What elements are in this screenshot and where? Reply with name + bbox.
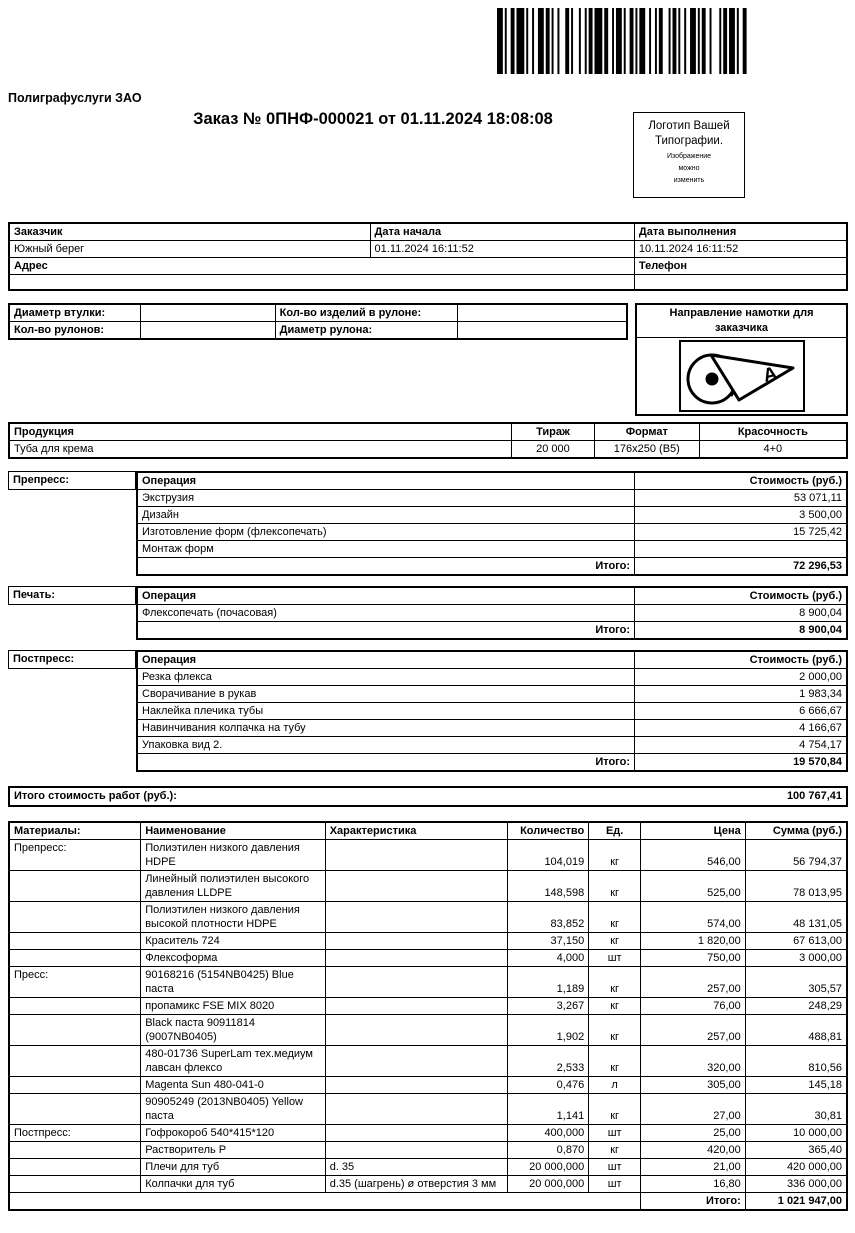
product-column-header: Продукция [9,423,512,441]
winding-direction-image [637,338,846,414]
material-name: Линейный полиэтилен высокого давления LLDPE [141,870,326,901]
material-unit: шт [589,1124,641,1141]
works-total-label: Итого стоимость работ (руб.): [14,789,177,802]
operations-table [136,586,848,640]
material-unit: шт [589,1158,641,1175]
colors-column-header: Красочность [699,423,847,441]
due-date-label: Дата выполнения [634,223,847,241]
material-unit: кг [589,1141,641,1158]
material-row [9,997,847,1014]
logo-text-line2: Типографии. [654,135,724,147]
address-label: Адрес [9,258,634,275]
material-unit: кг [589,901,641,932]
material-row [9,870,847,901]
order-title: Заказ № 0ПНФ-000021 от 01.11.2024 18:08:08 [193,110,553,128]
material-spec [325,839,508,870]
section-total-row [137,557,847,575]
material-unit: кг [589,997,641,1014]
operations-header-row [137,651,847,669]
material-price: 305,00 [641,1076,746,1093]
section-label: Препресс: [8,471,136,490]
logo-note-line2: можно [678,165,700,172]
product-header-row [9,423,847,441]
operations-table [136,471,848,576]
operations-section [8,650,848,772]
material-unit: кг [589,966,641,997]
material-price: 525,00 [641,870,746,901]
material-unit: кг [589,839,641,870]
spec-column-header: Характеристика [325,822,508,840]
operation-name: Навинчивания колпачка на тубу [137,719,635,736]
material-name: 90168216 (5154NB0425) Blue паста [141,966,326,997]
material-qty: 400,000 [508,1124,589,1141]
operations-section [8,471,848,576]
material-name: Колпачки для туб [141,1175,326,1192]
material-row [9,932,847,949]
material-spec [325,1124,508,1141]
material-group [9,901,141,932]
section-total-value: 8 900,04 [635,621,848,639]
operation-cost: 4 166,67 [635,719,848,736]
logo-note-line3: изменить [673,177,705,184]
material-price: 546,00 [641,839,746,870]
material-spec [325,966,508,997]
section-total-value: 19 570,84 [635,753,848,771]
section-label: Постпресс: [8,650,136,669]
material-row [9,839,847,870]
section-label: Печать: [8,586,136,605]
cost-column-header: Стоимость (руб.) [635,587,848,605]
material-sum: 30,81 [745,1093,847,1124]
material-unit: кг [589,1093,641,1124]
section-total-label: Итого: [137,557,635,575]
material-name: Растворитель Р [141,1141,326,1158]
material-sum: 365,40 [745,1141,847,1158]
logo-placeholder [633,112,745,198]
material-qty: 83,852 [508,901,589,932]
material-price: 1 820,00 [641,932,746,949]
roll-diameter-label: Диаметр рулона: [275,321,457,339]
materials-total-spacer [9,1192,641,1210]
material-unit: кг [589,932,641,949]
material-group: Препресс: [9,839,141,870]
operation-name: Экструзия [137,489,635,506]
qty-column-header: Количество [508,822,589,840]
winding-direction-box [635,303,848,416]
materials-column-header: Материалы: [9,822,141,840]
material-name: 480-01736 SuperLam тех.медиум лавсан флексо [141,1045,326,1076]
operation-cost: 1 983,34 [635,685,848,702]
material-group [9,1045,141,1076]
material-sum: 56 794,37 [745,839,847,870]
operation-row [137,604,847,621]
material-price: 257,00 [641,966,746,997]
material-spec [325,932,508,949]
material-spec: d.35 (шагрень) ø отверстия 3 мм [325,1175,508,1192]
material-name: Полиэтилен низкого давления HDPE [141,839,326,870]
materials-header-row [9,822,847,840]
material-price: 21,00 [641,1158,746,1175]
operation-sections [8,471,848,772]
material-qty: 37,150 [508,932,589,949]
material-sum: 810,56 [745,1045,847,1076]
material-sum: 78 013,95 [745,870,847,901]
material-qty: 0,476 [508,1076,589,1093]
material-price: 420,00 [641,1141,746,1158]
material-row [9,1158,847,1175]
operation-name: Сворачивание в рукав [137,685,635,702]
material-sum: 336 000,00 [745,1175,847,1192]
operation-name: Резка флекса [137,668,635,685]
material-spec [325,997,508,1014]
material-price: 750,00 [641,949,746,966]
section-total-row [137,753,847,771]
section-total-value: 72 296,53 [635,557,847,575]
operation-cost [635,540,847,557]
rolls-count-value [141,321,275,339]
material-row [9,949,847,966]
material-unit: л [589,1076,641,1093]
cost-column-header: Стоимость (руб.) [635,472,847,490]
material-unit: шт [589,1175,641,1192]
operation-row [137,523,847,540]
material-name: Black паста 90911814 (9007NB0405) [141,1014,326,1045]
material-spec [325,1045,508,1076]
unit-column-header: Ед. [589,822,641,840]
material-qty: 1,141 [508,1093,589,1124]
material-group [9,1093,141,1124]
material-qty: 20 000,000 [508,1175,589,1192]
customer-value-row [9,241,847,258]
material-row [9,1076,847,1093]
material-spec [325,1093,508,1124]
operation-cost: 15 725,42 [635,523,847,540]
material-sum: 67 613,00 [745,932,847,949]
product-quantity: 20 000 [512,440,595,458]
material-spec [325,901,508,932]
material-name: Полиэтилен низкого давления высокой плотности HDPE [141,901,326,932]
material-name: Гофрокороб 540*415*120 [141,1124,326,1141]
phone-value [634,275,847,290]
operation-row [137,736,847,753]
operation-name: Монтаж форм [137,540,635,557]
operation-cost: 8 900,04 [635,604,848,621]
material-group [9,1158,141,1175]
material-unit: кг [589,1014,641,1045]
material-row [9,1175,847,1192]
materials-total-row [9,1192,847,1210]
roll-diameter-value [458,321,627,339]
operations-section [8,586,848,640]
items-per-roll-value [458,304,627,322]
material-price: 76,00 [641,997,746,1014]
logo-text-line1: Логотип Вашей [648,120,730,132]
material-price: 574,00 [641,901,746,932]
winding-direction-title: Направление намотки для заказчика [637,305,846,338]
material-sum: 48 131,05 [745,901,847,932]
material-unit: шт [589,949,641,966]
operation-cost: 3 500,00 [635,506,847,523]
product-colors: 4+0 [699,440,847,458]
operation-column-header: Операция [137,587,635,605]
material-qty: 148,598 [508,870,589,901]
logo-note-line1: Изображение [666,153,712,160]
works-total-bar [8,786,848,807]
operation-row [137,685,847,702]
roll-winding-icon [679,340,805,412]
material-sum: 10 000,00 [745,1124,847,1141]
address-value-row [9,275,847,290]
customer-table [8,222,848,291]
material-name: Magenta Sun 480-041-0 [141,1076,326,1093]
material-group [9,1076,141,1093]
material-row [9,901,847,932]
material-name: Краситель 724 [141,932,326,949]
material-spec [325,1141,508,1158]
material-sum: 305,57 [745,966,847,997]
section-total-label: Итого: [137,621,635,639]
operation-name: Упаковка вид 2. [137,736,635,753]
material-qty: 2,533 [508,1045,589,1076]
format-column-header: Формат [594,423,699,441]
material-price: 16,80 [641,1175,746,1192]
roll-parameters-area [8,303,848,416]
operation-row [137,702,847,719]
operation-column-header: Операция [137,472,635,490]
items-per-roll-label: Кол-во изделий в рулоне: [275,304,457,322]
materials-total-label: Итого: [641,1192,746,1210]
roll-param-row [9,321,627,339]
operation-name: Изготовление форм (флексопечать) [137,523,635,540]
material-name: пропамикс FSE MIX 8020 [141,997,326,1014]
customer-label: Заказчик [9,223,370,241]
material-row [9,1141,847,1158]
roll-parameters-table [8,303,628,340]
operation-cost: 4 754,17 [635,736,848,753]
materials-total-value: 1 021 947,00 [745,1192,847,1210]
material-group [9,1014,141,1045]
address-header-row [9,258,847,275]
operation-cost: 2 000,00 [635,668,848,685]
material-group: Пресс: [9,966,141,997]
svg-text:A: A [760,362,780,387]
material-group [9,870,141,901]
operation-column-header: Операция [137,651,635,669]
material-row [9,1014,847,1045]
section-total-row [137,621,847,639]
material-spec [325,870,508,901]
operations-header-row [137,472,847,490]
operation-row [137,719,847,736]
operation-row [137,489,847,506]
material-qty: 104,019 [508,839,589,870]
customer-value: Южный берег [9,241,370,258]
company-name: Полиграфуслуги ЗАО [8,91,142,105]
operation-row [137,668,847,685]
material-spec: d. 35 [325,1158,508,1175]
quantity-column-header: Тираж [512,423,595,441]
material-qty: 1,902 [508,1014,589,1045]
material-row [9,1093,847,1124]
material-qty: 0,870 [508,1141,589,1158]
material-spec [325,949,508,966]
address-value [9,275,634,290]
material-unit: кг [589,1045,641,1076]
operation-name: Флексопечать (почасовая) [137,604,635,621]
section-total-label: Итого: [137,753,635,771]
material-name: Флексоформа [141,949,326,966]
material-price: 27,00 [641,1093,746,1124]
materials-table [8,821,848,1211]
material-unit: кг [589,870,641,901]
material-group [9,932,141,949]
roll-param-row [9,304,627,322]
material-group [9,997,141,1014]
operation-cost: 6 666,67 [635,702,848,719]
material-name: Плечи для туб [141,1158,326,1175]
material-qty: 20 000,000 [508,1158,589,1175]
customer-header-row [9,223,847,241]
material-sum: 248,29 [745,997,847,1014]
sum-column-header: Сумма (руб.) [745,822,847,840]
material-name: 90905249 (2013NB0405) Yellow паста [141,1093,326,1124]
material-group [9,1141,141,1158]
rolls-count-label: Кол-во рулонов: [9,321,141,339]
material-sum: 420 000,00 [745,1158,847,1175]
material-row [9,966,847,997]
sleeve-diameter-label: Диаметр втулки: [9,304,141,322]
name-column-header: Наименование [141,822,326,840]
operation-row [137,540,847,557]
material-spec [325,1076,508,1093]
product-table [8,422,848,459]
material-qty: 3,267 [508,997,589,1014]
operations-header-row [137,587,847,605]
material-group: Постпресс: [9,1124,141,1141]
operation-name: Дизайн [137,506,635,523]
phone-label: Телефон [634,258,847,275]
material-qty: 4,000 [508,949,589,966]
cost-column-header: Стоимость (руб.) [635,651,848,669]
material-group [9,949,141,966]
material-price: 320,00 [641,1045,746,1076]
start-date-label: Дата начала [370,223,634,241]
operation-name: Наклейка плечика тубы [137,702,635,719]
operations-table [136,650,848,772]
material-sum: 145,18 [745,1076,847,1093]
product-row [9,440,847,458]
material-spec [325,1014,508,1045]
material-sum: 3 000,00 [745,949,847,966]
sleeve-diameter-value [141,304,275,322]
due-date-value: 10.11.2024 16:11:52 [634,241,847,258]
operation-row [137,506,847,523]
material-sum: 488,81 [745,1014,847,1045]
material-group [9,1175,141,1192]
product-format: 176x250 (B5) [594,440,699,458]
material-qty: 1,189 [508,966,589,997]
barcode [497,8,790,74]
material-price: 25,00 [641,1124,746,1141]
material-price: 257,00 [641,1014,746,1045]
price-column-header: Цена [641,822,746,840]
works-total-value: 100 767,41 [786,789,842,802]
product-name: Туба для крема [9,440,512,458]
material-row [9,1124,847,1141]
operation-cost: 53 071,11 [635,489,847,506]
start-date-value: 01.11.2024 16:11:52 [370,241,634,258]
material-row [9,1045,847,1076]
